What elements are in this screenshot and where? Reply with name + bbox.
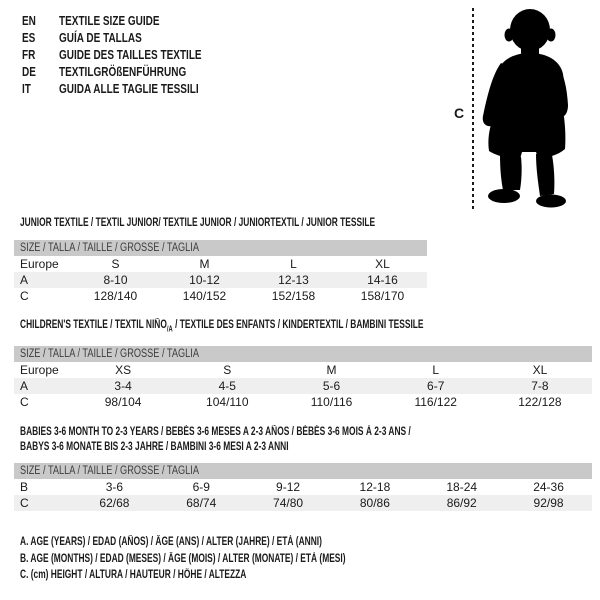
size-cell: M — [326, 363, 337, 378]
age-cell: 3-6 — [105, 480, 124, 494]
age-cell: 8-10 — [103, 273, 128, 287]
height-cell: 104/110 — [206, 395, 249, 410]
table-row — [14, 394, 592, 410]
lang-code-de: DE — [22, 65, 36, 79]
row-label: Europe — [20, 363, 59, 378]
age-cell: 24-36 — [533, 480, 564, 494]
age-cell: 3-4 — [114, 379, 132, 394]
legend-line-b: B. AGE (MONTHS) / EDAD (MESES) / ÂGE (MOIS) / ALTER (MONATE) / ETÀ (MESI) — [20, 552, 346, 565]
size-cell: XL — [532, 363, 548, 378]
language-title-list — [22, 13, 237, 98]
junior-table-title: JUNIOR TEXTILE / TEXTIL JUNIOR/ TEXTILE JUNIOR / JUNIORTEXTIL / JUNIOR TESSILE — [20, 217, 376, 229]
guide-title-es: GUÍA DE TALLAS — [59, 31, 142, 45]
babies-size-header-bar: SIZE / TALLA / TAILLE / GRÖSSE / TAGLIA — [14, 463, 592, 479]
age-cell: 6-9 — [192, 480, 210, 494]
table-row — [14, 479, 592, 495]
row-label: A — [20, 273, 29, 287]
height-cell: 62/68 — [99, 496, 130, 510]
lang-row-it — [22, 81, 237, 98]
height-cell: 116/122 — [414, 395, 457, 410]
guide-title-fr: GUIDE DES TAILLES TEXTILE — [59, 48, 202, 62]
size-cell: XL — [375, 257, 390, 271]
age-cell: 6-7 — [427, 379, 445, 394]
age-cell: 12-18 — [359, 480, 391, 494]
height-cell: 68/74 — [186, 496, 217, 510]
babies-table-title-line2: BABYS 3-6 MONATE BIS 2-3 JAHRE / BAMBINI 3-6 MESI A 2-3 ANNI — [20, 441, 289, 453]
lang-row-en — [22, 13, 237, 30]
height-cell: 152/158 — [271, 289, 316, 303]
junior-textile-table — [14, 216, 427, 304]
guide-title-it: GUIDA ALLE TAGLIE TESSILI — [59, 82, 199, 96]
row-label: B — [20, 480, 29, 494]
lang-code-en: EN — [22, 14, 36, 28]
row-label: A — [20, 379, 29, 394]
height-measure-label: C — [454, 105, 465, 121]
lang-code-it: IT — [22, 82, 31, 96]
size-cell: L — [290, 257, 297, 271]
lang-code-fr: FR — [22, 48, 36, 62]
row-label: C — [20, 496, 29, 510]
height-cell: 128/140 — [93, 289, 138, 303]
height-cell: 122/128 — [518, 395, 562, 410]
legend — [20, 534, 466, 584]
height-cell: 98/104 — [104, 395, 142, 410]
children-size-header-bar: SIZE / TALLA / TAILLE / GRÖSSE / TAGLIA — [14, 346, 592, 362]
legend-line-a: A. AGE (YEARS) / EDAD (AÑOS) / ÂGE (ANS) / ALTER (JAHRE) / ETÀ (ANNI) — [20, 536, 322, 548]
table-row — [14, 272, 427, 288]
row-label: C — [20, 289, 29, 303]
height-cell: 86/92 — [446, 496, 477, 510]
junior-size-header-bar: SIZE / TALLA / TAILLE / GRÖSSE / TAGLIA — [14, 240, 427, 256]
lang-row-de — [22, 64, 237, 81]
height-measure-line — [472, 8, 474, 209]
age-cell: 14-16 — [367, 273, 398, 287]
baby-silhouette-icon — [477, 8, 573, 208]
lang-row-es — [22, 30, 237, 47]
age-cell: 18-24 — [446, 480, 478, 494]
age-cell: 10-12 — [189, 273, 220, 287]
lang-code-es: ES — [22, 31, 36, 45]
height-cell: 110/116 — [310, 395, 353, 410]
babies-table-title-line1: BABIES 3-6 MONTH TO 2-3 YEARS / BEBÉS 3-6 MESES A 2-3 AÑOS / BÉBÉS 3-6 MOIS À 2-3 ANS / — [20, 426, 411, 438]
size-cell: S — [111, 257, 120, 271]
row-label: C — [20, 395, 29, 410]
table-row — [14, 378, 592, 394]
age-cell: 12-13 — [278, 273, 309, 287]
children-textile-table — [14, 318, 592, 410]
children-table-title: CHILDREN'S TEXTILE / TEXTIL $NIÑO_{/A}$ / TEXTILE DES ENFANTS / KINDERTEXTIL / BAMBINI TESSILE — [20, 319, 424, 334]
height-cell: 74/80 — [273, 496, 304, 510]
height-cell: 158/170 — [360, 289, 405, 303]
table-row — [14, 495, 592, 511]
guide-title-en: TEXTILE SIZE GUIDE — [59, 14, 160, 28]
guide-title-de: TEXTILGRÖßENFÜHRUNG — [59, 65, 187, 79]
age-cell: 5-6 — [322, 379, 341, 394]
size-cell: M — [199, 257, 210, 271]
age-cell: 4-5 — [218, 379, 236, 394]
table-row — [14, 288, 427, 304]
size-cell: XS — [115, 363, 132, 378]
size-cell: L — [432, 363, 440, 378]
table-row — [14, 362, 592, 378]
legend-line-c: C. (cm) HEIGHT / ALTURA / HAUTEUR / HÖHE / ALTEZZA — [20, 569, 247, 581]
height-cell: 140/152 — [182, 289, 227, 303]
height-cell: 92/98 — [533, 496, 564, 510]
row-label: Europe — [20, 257, 59, 271]
size-cell: S — [223, 363, 232, 378]
babies-textile-table — [14, 425, 592, 511]
table-row — [14, 256, 427, 272]
age-cell: 9-12 — [276, 480, 301, 494]
height-cell: 80/86 — [359, 496, 390, 510]
lang-row-fr — [22, 47, 237, 64]
age-cell: 7-8 — [531, 379, 549, 394]
